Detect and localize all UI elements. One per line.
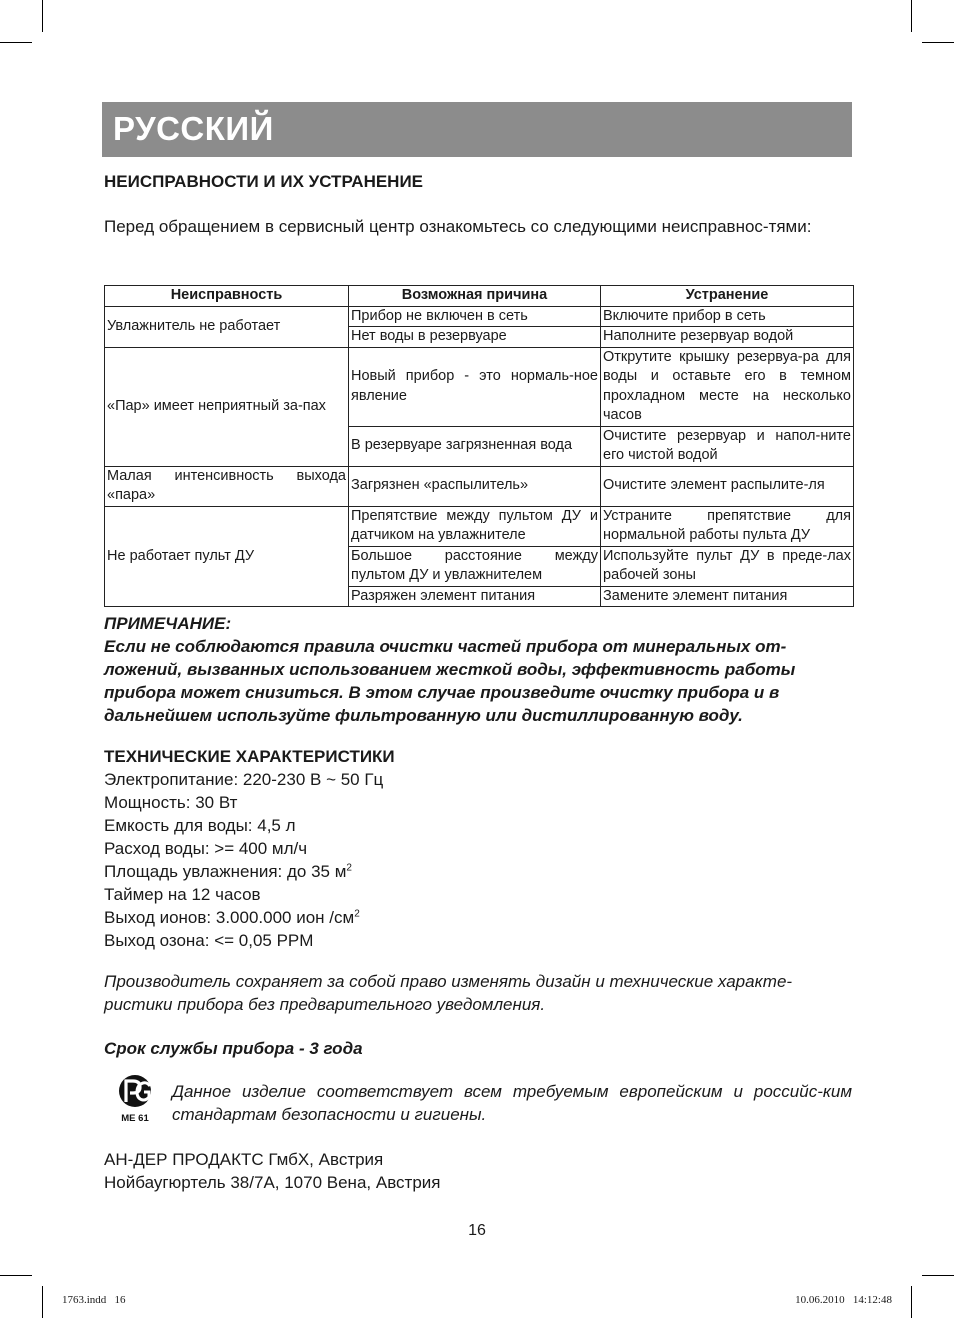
spec-ozone: Выход озона: <= 0,05 PPM (104, 931, 314, 950)
superscript: 2 (346, 862, 352, 874)
fix-cell: Включите прибор в сеть (601, 306, 854, 327)
crop-mark (42, 1286, 43, 1318)
language-header (102, 102, 852, 157)
table-row (105, 306, 854, 327)
fix-cell: Используйте пульт ДУ в преде-лах рабочей зоны (601, 546, 854, 586)
cause-cell: Новый прибор - это нормаль-ное явление (349, 347, 601, 426)
spec-capacity: Емкость для воды: 4,5 л (104, 816, 296, 835)
crop-mark (911, 1286, 912, 1318)
page-number: 16 (468, 1222, 486, 1239)
crop-mark (922, 1275, 954, 1276)
manufacturer-block (104, 1148, 440, 1194)
table-row (105, 506, 854, 546)
fault-cell: Увлажнитель не работает (105, 306, 349, 347)
fix-cell: Устраните препятствие для нормальной работы пульта ДУ (601, 506, 854, 546)
spec-water-consumption: Расход воды: >= 400 мл/ч (104, 839, 308, 858)
fix-cell: Замените элемент питания (601, 586, 854, 607)
spec-area (104, 860, 383, 883)
fix-cell: Наполните резервуар водой (601, 327, 854, 348)
troubleshooting-title: НЕИСПРАВНОСТИ И ИХ УСТРАНЕНИЕ (104, 172, 424, 191)
spec-ions-text: Выход ионов: 3.000.000 ион /см (104, 908, 355, 927)
certification-text: Данное изделие соответствует всем требуемым европейским и российс-ким стандартам безопасности и гигиены. (172, 1082, 852, 1124)
manufacturer-name: АН-ДЕР ПРОДАКТС ГмбХ, Австрия (104, 1150, 384, 1169)
crop-mark (0, 42, 32, 43)
fault-cell: Не работает пульт ДУ (105, 506, 349, 607)
fault-cell: Малая интенсивность выхода «пара» (105, 466, 349, 506)
cause-cell: Разряжен элемент питания (349, 586, 601, 607)
manufacturer-address: Нойбаугюртель 38/7А, 1070 Вена, Австрия (104, 1173, 441, 1192)
spec-power: Мощность: 30 Вт (104, 793, 238, 812)
cause-cell: В резервуаре загрязненная вода (349, 426, 601, 466)
note-title: ПРИМЕЧАНИЕ: (104, 614, 232, 633)
spec-area-text: Площадь увлажнения: до 35 м (104, 862, 347, 881)
table-header-row (105, 286, 854, 307)
specs-list (104, 768, 383, 952)
cause-cell: Прибор не включен в сеть (349, 306, 601, 327)
superscript: 2 (354, 908, 360, 920)
service-life: Срок службы прибора - 3 года (104, 1039, 363, 1058)
certification-code: ME 61 (121, 1113, 149, 1124)
spec-timer: Таймер на 12 часов (104, 885, 261, 904)
footer-file: 1763.indd 16 (62, 1294, 126, 1306)
table-row (105, 466, 854, 506)
column-header: Возможная причина (349, 286, 601, 307)
column-header: Устранение (601, 286, 854, 307)
troubleshooting-table (104, 285, 854, 607)
fix-cell: Очистите элемент распылите-ля (601, 466, 854, 506)
crop-mark (911, 0, 912, 32)
fault-cell: «Пар» имеет неприятный за-пах (105, 347, 349, 466)
column-header: Неисправность (105, 286, 349, 307)
certification-mark-icon (116, 1074, 158, 1124)
fix-cell: Очистите резервуар и напол-ните его чистой водой (601, 426, 854, 466)
cause-cell: Препятствие между пультом ДУ и датчиком на увлажнителе (349, 506, 601, 546)
crop-mark (0, 1275, 32, 1276)
cause-cell: Загрязнен «распылитель» (349, 466, 601, 506)
table-row (105, 347, 854, 426)
crop-mark (922, 42, 954, 43)
disclaimer: Производитель сохраняет за собой право изменять дизайн и технические характе-ристики прибора без предварительного уведомления. (104, 972, 793, 1014)
footer-timestamp: 10.06.2010 14:12:48 (795, 1294, 892, 1306)
crop-mark (42, 0, 43, 32)
cause-cell: Нет воды в резервуаре (349, 327, 601, 348)
note-text: Если не соблюдаются правила очистки частей прибора от минеральных от-ложений, вызванных использованием жесткой воды, эффективность работы прибора может снизиться. В этом случае произведите очистку прибора и в дальнейшем используйте фильтрованную или дистиллированную воду. (104, 637, 796, 725)
specs-title: ТЕХНИЧЕСКИЕ ХАРАКТЕРИСТИКИ (104, 747, 395, 766)
spec-ions (104, 906, 383, 929)
cause-cell: Большое расстояние между пультом ДУ и увлажнителем (349, 546, 601, 586)
spec-power-supply: Электропитание: 220-230 В ~ 50 Гц (104, 770, 384, 789)
fix-cell: Открутите крышку резервуа-ра для воды и оставьте его в темном прохладном месте на несколько часов (601, 347, 854, 426)
troubleshooting-intro: Перед обращением в сервисный центр ознакомьтесь со следующими неисправнос-тями: (104, 217, 812, 236)
language-title: РУССКИЙ (113, 110, 274, 147)
